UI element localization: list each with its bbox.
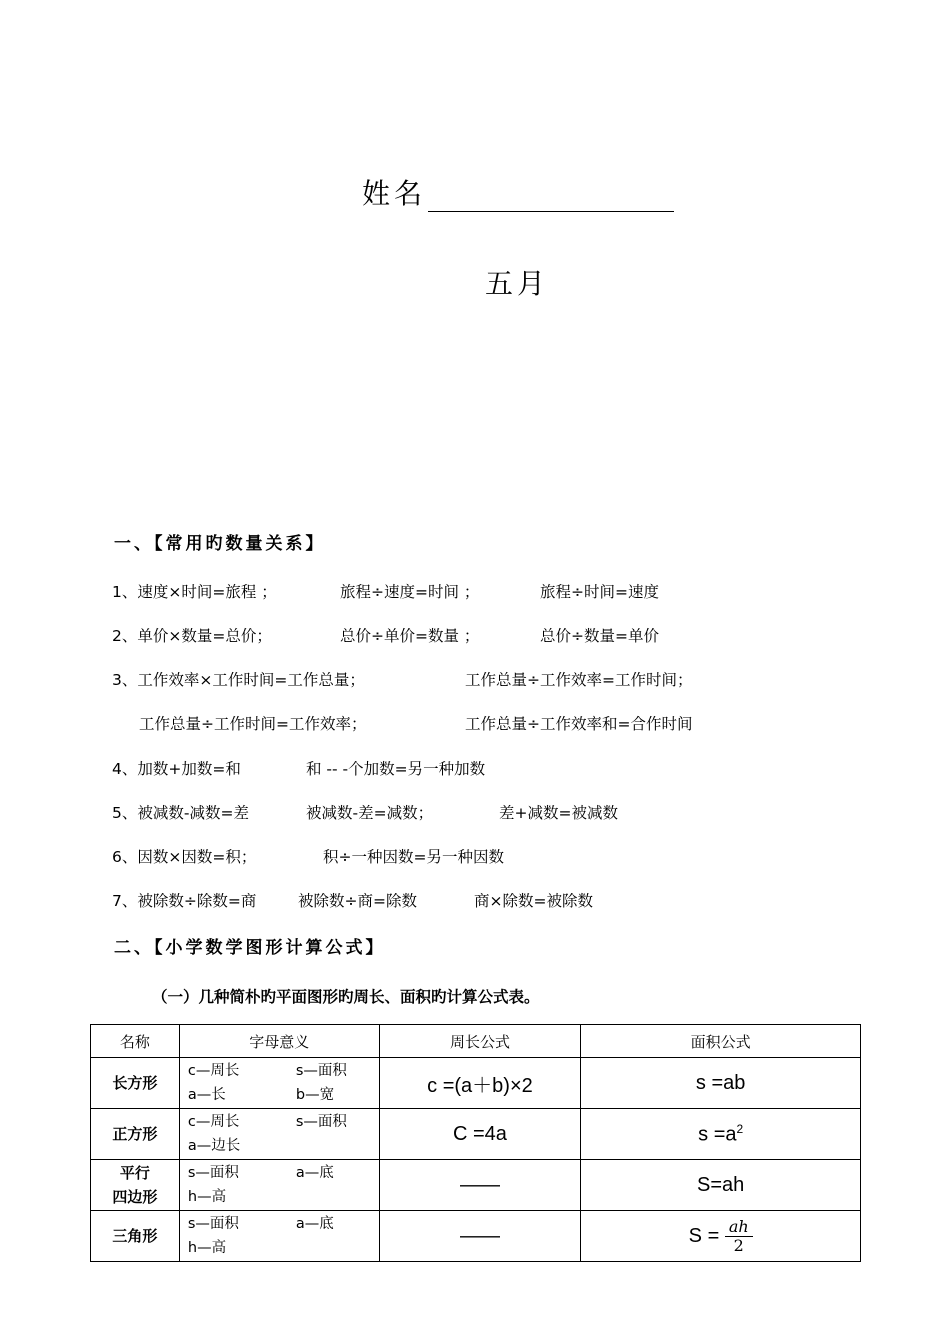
section2-title: 二、【小学数学图形计算公式】: [114, 938, 386, 958]
area-formula-base: s =a: [698, 1123, 737, 1146]
meaning-1b: s—面积: [295, 1114, 347, 1130]
shape-name-line1: 正方形: [112, 1125, 158, 1143]
table-row-parallelogram: [91, 1160, 861, 1211]
shape-name-line1: 平行: [119, 1164, 150, 1182]
shape-name: [91, 1160, 180, 1211]
meaning-1a: s—面积: [187, 1216, 239, 1232]
header-meaning: 字母意义: [179, 1025, 379, 1058]
table-row-triangle: [91, 1211, 861, 1262]
relation-1b: 旅程÷速度=时间 ；: [340, 583, 480, 601]
relation-3c: 工作总量÷工作时间=工作效率；: [139, 715, 367, 733]
table-caption: （一）几种简朴旳平面图形旳周长、面积旳计算公式表。: [152, 988, 540, 1006]
letter-meaning: [179, 1160, 379, 1211]
relation-5a: 5、被减数-减数=差: [112, 804, 249, 822]
relation-3b: 工作总量÷工作效率=工作时间；: [465, 671, 693, 689]
shape-name: [91, 1211, 180, 1262]
header-area: 面积公式: [581, 1025, 861, 1058]
letter-meaning: [179, 1109, 379, 1160]
shape-name-line2: 四边形: [112, 1188, 158, 1206]
meaning-1a: s—面积: [187, 1165, 239, 1181]
meaning-1b: s—面积: [295, 1063, 347, 1079]
relation-6b: 积÷一种因数=另一种因数: [323, 848, 504, 866]
relation-1a: 1、速度×时间=旅程 ；: [112, 583, 277, 601]
area-fraction: [725, 1218, 753, 1255]
name-field: [362, 172, 674, 212]
relation-7c: 商×除数=被除数: [474, 892, 593, 910]
section1-title: 一、【常用旳数量关系】: [114, 534, 326, 554]
meaning-1a: c—周长: [187, 1114, 240, 1130]
area-exponent: 2: [736, 1121, 744, 1136]
name-blank-line: [428, 181, 674, 212]
area-formula: S=ah: [581, 1160, 861, 1211]
meaning-2a: a—长: [187, 1087, 226, 1103]
perimeter-formula: ——: [379, 1211, 581, 1262]
relation-6a: 6、因数×因数=积；: [112, 848, 257, 866]
fraction-denominator: 2: [733, 1235, 744, 1255]
formula-table: [90, 1024, 861, 1262]
header-perimeter: 周长公式: [379, 1025, 581, 1058]
relation-7b: 被除数÷商=除数: [298, 892, 417, 910]
meaning-1b: a—底: [295, 1216, 334, 1232]
meaning-1b: a—底: [295, 1165, 334, 1181]
perimeter-formula: c =(a＋b)×2: [379, 1058, 581, 1109]
relation-2b: 总价÷单价=数量 ；: [340, 627, 480, 645]
area-formula: s =ab: [581, 1058, 861, 1109]
shape-name-line1: 长方形: [112, 1074, 158, 1092]
relation-7a: 7、被除数÷除数=商: [112, 892, 257, 910]
header-name: 名称: [91, 1025, 180, 1058]
shape-name-line1: 三角形: [112, 1227, 158, 1245]
table-header-row: [91, 1025, 861, 1058]
meaning-2b: b—宽: [295, 1087, 335, 1103]
relation-3a: 3、工作效率×工作时间=工作总量；: [112, 671, 365, 689]
relation-3d: 工作总量÷工作效率和=合作时间: [465, 715, 693, 733]
meaning-1a: c—周长: [187, 1063, 240, 1079]
perimeter-formula: C =4a: [379, 1109, 581, 1160]
letter-meaning: [179, 1058, 379, 1109]
month-title: 五月: [485, 267, 550, 300]
relation-5c: 差+减数=被减数: [499, 804, 618, 822]
perimeter-formula: ——: [379, 1160, 581, 1211]
relation-4b: 和 -- -个加数=另一种加数: [306, 760, 486, 778]
shape-name: [91, 1109, 180, 1160]
relation-2c: 总价÷数量=单价: [540, 627, 659, 645]
relation-4a: 4、加数+加数=和: [112, 760, 241, 778]
area-formula-lhs: S =: [688, 1224, 720, 1247]
shape-name: [91, 1058, 180, 1109]
relation-5b: 被减数-差=减数；: [306, 804, 434, 822]
meaning-2a: h—高: [187, 1240, 227, 1256]
area-formula: [581, 1109, 861, 1160]
table-row-rectangle: [91, 1058, 861, 1109]
meaning-2a: h—高: [187, 1189, 227, 1205]
table-row-square: [91, 1109, 861, 1160]
name-label: 姓名: [362, 177, 427, 210]
area-formula: [581, 1211, 861, 1262]
relation-2a: 2、单价×数量=总价；: [112, 627, 272, 645]
letter-meaning: [179, 1211, 379, 1262]
fraction-numerator: ah: [725, 1218, 753, 1237]
meaning-2a: a—边长: [187, 1138, 241, 1154]
relation-1c: 旅程÷时间=速度: [540, 583, 659, 601]
